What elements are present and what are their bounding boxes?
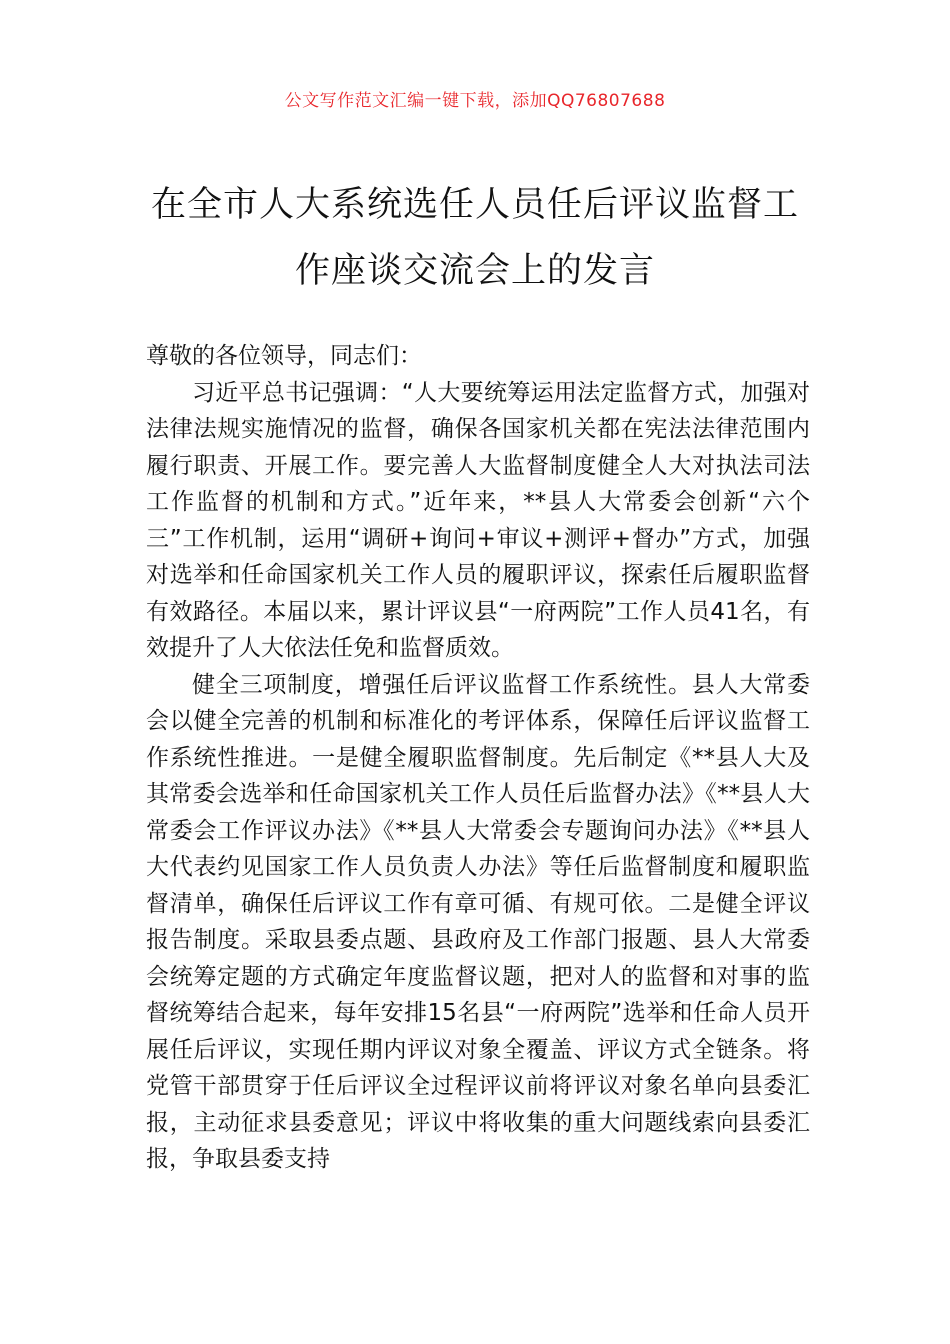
document-title bbox=[120, 172, 830, 304]
title-line-2: 作座谈交流会上的发言 bbox=[294, 251, 655, 291]
paragraph-intro: 习近平总书记强调：“人大要统筹运用法定监督方式，加强对法律法规实施情况的监督，确保各国家机关都在宪法法律范围内履行职责、开展工作。要完善人大监督制度健全人大对执法司法工作监督的机制和方式。”近年来，**县人大常委会创新“六个三”工作机制，运用“调研+询问+审议+测评+督办”方式，加强对选举和任命国家机关工作人员的履职评议，探索任后履职监督有效路径。本届以来，累计评议县“一府两院”工作人员41名，有效提升了人大依法任免和监督质效。 bbox=[146, 379, 810, 661]
salutation: 尊敬的各位领导，同志们： bbox=[146, 343, 422, 369]
document-body bbox=[146, 338, 810, 1178]
title-line-1: 在全市人大系统选任人员任后评议监督工 bbox=[150, 185, 799, 225]
paragraph-three-systems: 健全三项制度，增强任后评议监督工作系统性。县人大常委会以健全完善的机制和标准化的考评体系，保障任后评议监督工作系统性推进。一是健全履职监督制度。先后制定《**县人大及其常委会选举和任命国家机关工作人员任后监督办法》《**县人大常委会工作评议办法》《**县人大常委会专题询问办法》《**县人大代表约见国家工作人员负责人办法》等任后监督制度和履职监督清单，确保任后评议工作有章可循、有规可依。二是健全评议报告制度。采取县委点题、县政府及工作部门报题、县人大常委会统筹定题的方式确定年度监督议题，把对人的监督和对事的监督统筹结合起来，每年安排15名县“一府两院”选举和任命人员开展任后评议，实现任期内评议对象全覆盖、评议方式全链条。将党管干部贯穿于任后评议全过程评议前将评议对象名单向县委汇报，主动征求县委意见；评议中将收集的重大问题线索向县委汇报，争取县委支持 bbox=[146, 671, 810, 1172]
download-banner: 公文写作范文汇编一键下载，添加QQ76807688 bbox=[284, 91, 666, 111]
